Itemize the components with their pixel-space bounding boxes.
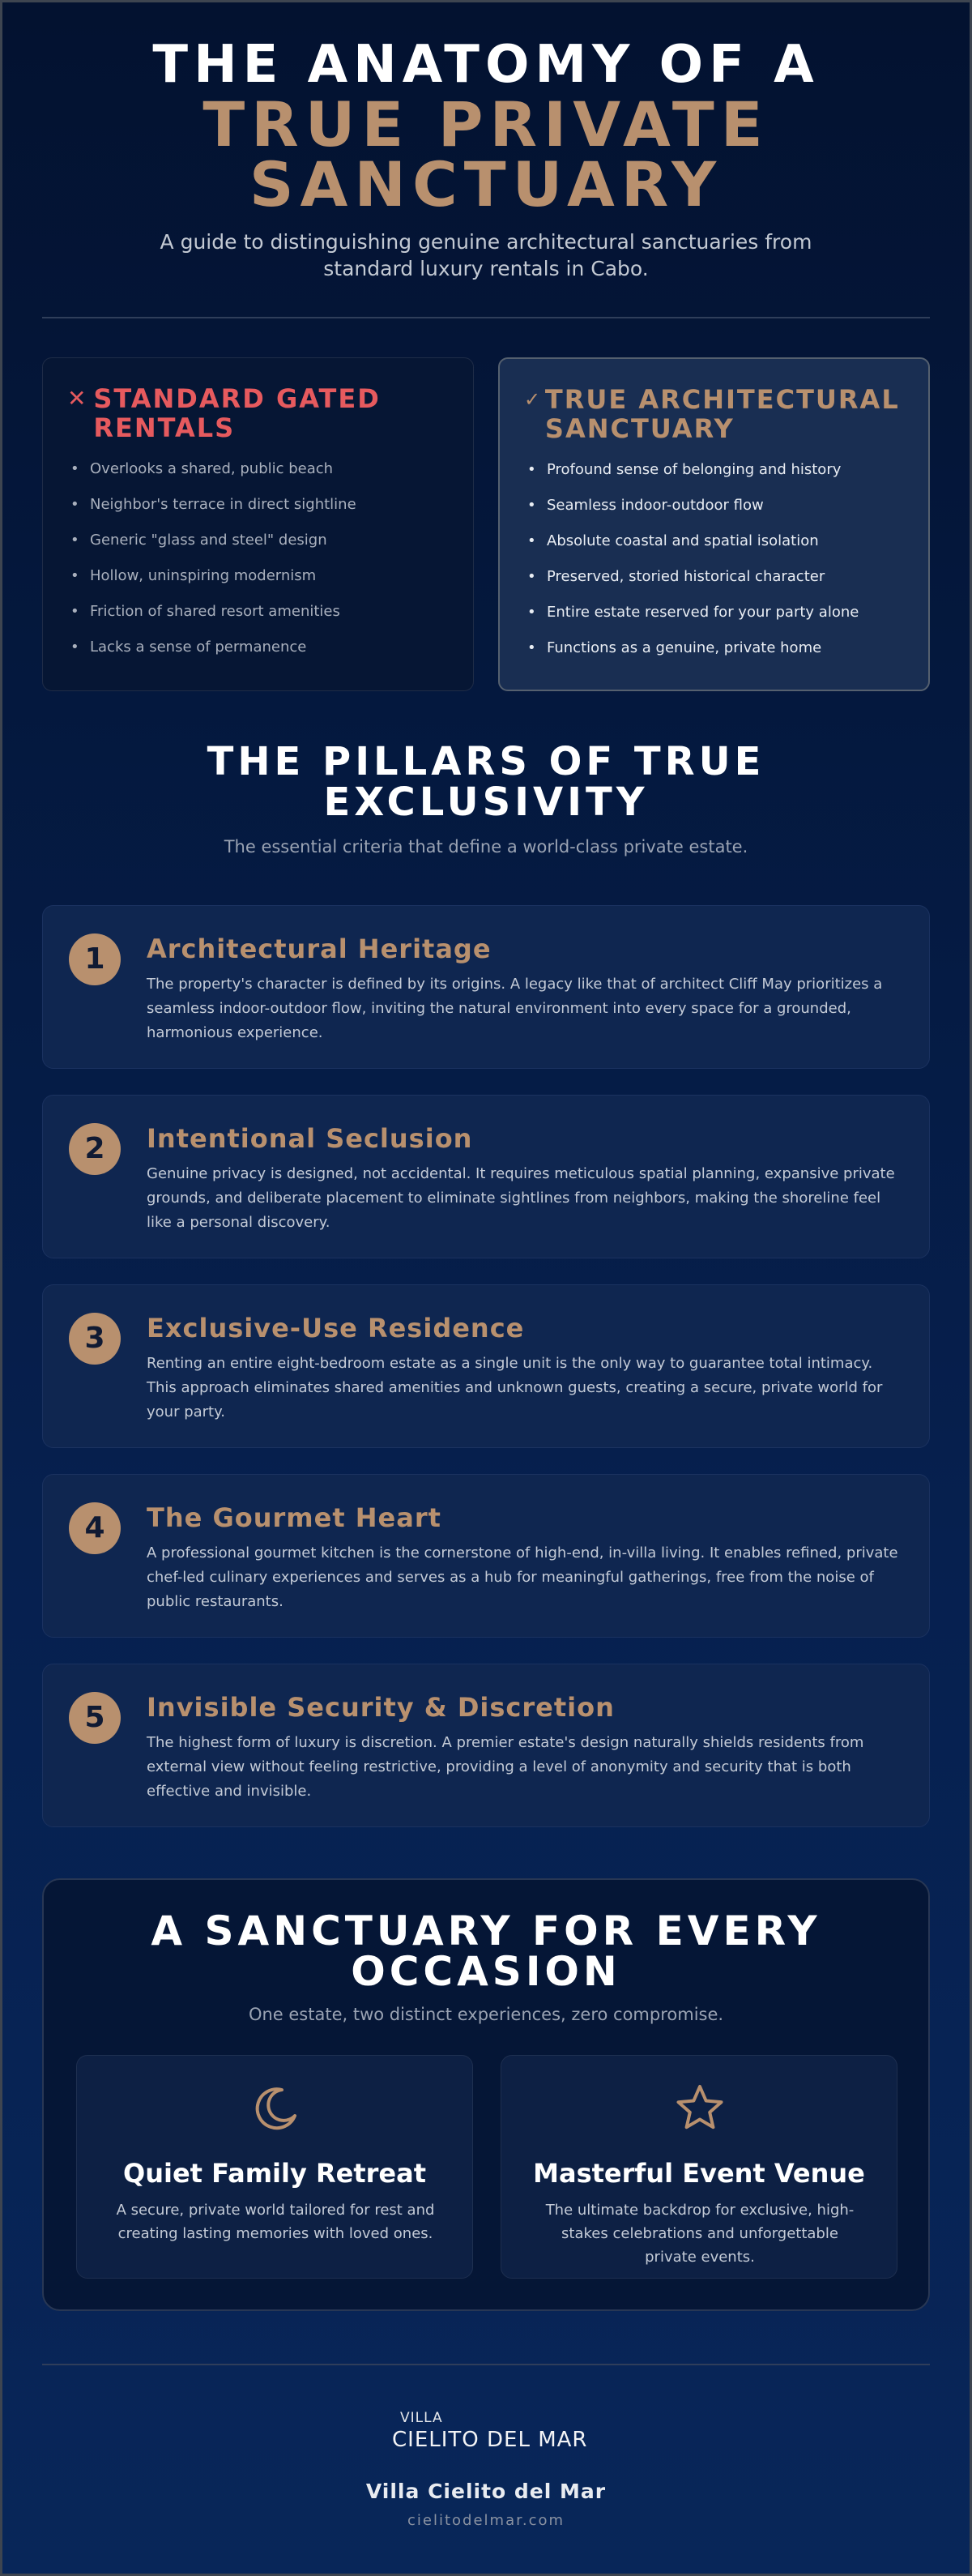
pillar-card-security-discretion [42, 1664, 930, 1827]
occasion-card-description: A secure, private world tailored for rest and creating lasting memories with loved ones. [116, 2202, 435, 2242]
pillar-number-badge: 3 [69, 1313, 121, 1365]
list-item: • Profound sense of belonging and history [524, 461, 904, 479]
sanctuary-card-header [524, 385, 904, 443]
logo-main-text: CIELITO DEL MAR [392, 2428, 588, 2452]
check-icon: ✓ [524, 388, 541, 411]
occasion-card-description: The ultimate backdrop for exclusive, high-stakes celebrations and unforgettable private events. [545, 2202, 855, 2266]
standard-card-header [67, 384, 449, 442]
list-item: • Friction of shared resort amenities [67, 603, 449, 621]
pillar-number-badge: 2 [69, 1123, 121, 1175]
family-retreat-card [76, 2055, 473, 2279]
occasion-card-title: Quiet Family Retreat [123, 2158, 426, 2189]
pillar-description: The property's character is defined by its origins. A legacy like that of architect Cliff May prioritizes a seamless indoor-outdoor flow, inviting the natural environment into every space for a grounded, harmonious experience. [147, 976, 883, 1041]
divider-top [42, 317, 930, 318]
occasion-card-title: Masterful Event Venue [533, 2158, 865, 2189]
pillar-number-badge: 4 [69, 1502, 121, 1554]
pillar-description: Genuine privacy is designed, not accidental. It requires meticulous spatial planning, expansive private grounds, and deliberate placement to eliminate sightlines from neighbors, making the shoreline feel like a personal discovery. [147, 1165, 895, 1231]
occasion-title [44, 1907, 928, 1995]
logo-small-text: VILLA [400, 2410, 443, 2426]
comparison-section [42, 357, 930, 691]
pillars-subtitle: The essential criteria that define a world-class private estate. [224, 837, 748, 857]
pillars-header [42, 741, 930, 857]
list-item: • Neighbor's terrace in direct sightline [67, 496, 449, 514]
list-item: • Lacks a sense of permanence [67, 639, 449, 656]
standard-card-title: STANDARD GATED RENTALS [93, 383, 381, 443]
sanctuary-card-title: TRUE ARCHITECTURAL SANCTUARY [544, 384, 900, 444]
pillars-title [42, 739, 930, 825]
hero-subtitle: A guide to distinguishing genuine architectural sanctuaries from standard luxury rentals in Cabo. [160, 230, 812, 280]
occasion-subtitle: One estate, two distinct experiences, zero compromise. [248, 2005, 724, 2024]
true-sanctuary-card [498, 357, 930, 691]
list-item: • Entire estate reserved for your party alone [524, 604, 904, 622]
hero-title-line1: THE ANATOMY OF A [152, 35, 820, 95]
pillar-title: The Gourmet Heart [147, 1502, 441, 1533]
sanctuary-list [524, 461, 904, 657]
divider-bottom [42, 2364, 930, 2365]
moon-icon [251, 2083, 300, 2132]
list-item: • Seamless indoor-outdoor flow [524, 497, 904, 515]
occasion-title-line2: OCCASION [351, 1948, 621, 1995]
pillar-card-exclusive-use [42, 1284, 930, 1448]
hero-title-line2a: TRUE PRIVATE [202, 88, 770, 160]
pillar-title: Architectural Heritage [147, 933, 492, 964]
list-item: • Absolute coastal and spatial isolation [524, 532, 904, 550]
hero-header [42, 36, 930, 282]
x-icon: ✕ [67, 385, 87, 412]
occasion-section [42, 1878, 930, 2311]
pillars-title-line1: THE PILLARS OF TRUE [207, 739, 765, 784]
pillar-title: Intentional Seclusion [147, 1123, 473, 1154]
occasion-title-line1: A SANCTUARY FOR EVERY [151, 1907, 821, 1954]
list-item: • Functions as a genuine, private home [524, 639, 904, 657]
pillar-title: Invisible Security & Discretion [147, 1692, 615, 1723]
hero-title-line2b: SANCTUARY [249, 148, 723, 220]
pillar-number-badge: 5 [69, 1692, 121, 1744]
list-item: • Hollow, uninspiring modernism [67, 567, 449, 585]
pillar-number-badge: 1 [69, 933, 121, 985]
occasion-header [44, 1907, 928, 2024]
footer-brand-name: Villa Cielito del Mar [365, 2480, 607, 2503]
pillar-card-gourmet-heart [42, 1474, 930, 1638]
list-item: • Preserved, storied historical character [524, 568, 904, 586]
hero-title [42, 35, 930, 220]
pillars-title-line2: EXCLUSIVITY [323, 780, 649, 825]
footer-website-link[interactable]: cielitodelmar.com [407, 2512, 565, 2529]
pillar-card-architectural-heritage [42, 905, 930, 1069]
pillar-title: Exclusive-Use Residence [147, 1313, 525, 1344]
list-item: • Overlooks a shared, public beach [67, 460, 449, 478]
list-item: • Generic "glass and steel" design [67, 532, 449, 549]
event-venue-card [501, 2055, 897, 2279]
pillar-description: Renting an entire eight-bedroom estate as a single unit is the only way to guarantee total intimacy. This approach eliminates shared amenities and unknown guests, creating a secure, private world for your party. [147, 1355, 883, 1420]
standard-list [67, 460, 449, 656]
star-icon [676, 2083, 724, 2132]
pillar-description: The highest form of luxury is discretion. A premier estate's design naturally shields residents from external view without feeling restrictive, providing a level of anonymity and security that is both effective and invisible. [147, 1734, 864, 1800]
standard-rentals-card [42, 357, 474, 691]
brand-logo [0, 2410, 972, 2450]
pillar-description: A professional gourmet kitchen is the cornerstone of high-end, in-villa living. It enables refined, private chef-led culinary experiences and serves as a hub for meaningful gatherings, free from the noise of public restaurants. [147, 1544, 898, 1610]
pillar-card-intentional-seclusion [42, 1095, 930, 1258]
